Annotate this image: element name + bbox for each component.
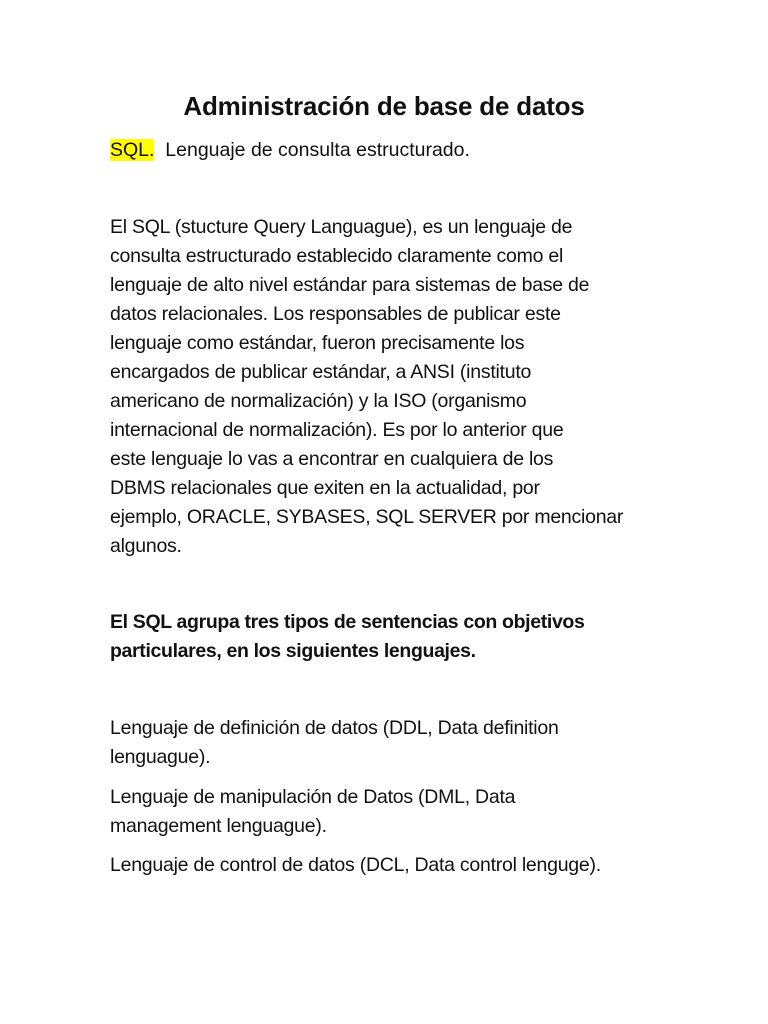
paragraph-line: Lenguaje de control de datos (DCL, Data control lenguge). <box>110 854 601 876</box>
paragraph-line: management lenguague). <box>110 815 327 837</box>
dml-item <box>110 783 670 841</box>
paragraph-line: este lenguaje lo vas a encontrar en cualquiera de los <box>110 448 554 470</box>
paragraph-line: algunos. <box>110 535 182 557</box>
dcl-item <box>110 851 670 880</box>
paragraph-line: Lenguaje de definición de datos (DDL, Data definition <box>110 717 559 739</box>
paragraph-line: datos relacionales. Los responsables de publicar este <box>110 303 561 325</box>
paragraph-line: lenguaje de alto nivel estándar para sistemas de base de <box>110 274 590 296</box>
paragraph-line: encargados de publicar estándar, a ANSI (instituto <box>110 361 532 383</box>
ddl-item <box>110 714 670 772</box>
sql-definition-text: Lenguaje de consulta estructurado. <box>165 139 470 161</box>
sql-types-intro-paragraph <box>110 608 670 666</box>
paragraph-line: internacional de normalización). Es por lo anterior que <box>110 419 564 441</box>
paragraph-line: ejemplo, ORACLE, SYBASES, SQL SERVER por mencionar <box>110 506 624 528</box>
sql-definition-line <box>110 136 470 165</box>
sql-highlighted-label: SQL. <box>110 139 155 161</box>
paragraph-line: consulta estructurado establecido claramente como el <box>110 245 564 267</box>
paragraph-line: El SQL agrupa tres tipos de sentencias con objetivos <box>110 611 585 633</box>
paragraph-line: americano de normalización) y la ISO (organismo <box>110 390 527 412</box>
paragraph-line: lenguague). <box>110 746 211 768</box>
paragraph-line: Lenguaje de manipulación de Datos (DML, Data <box>110 786 516 808</box>
paragraph-line: El SQL (stucture Query Languague), es un lenguaje de <box>110 216 573 238</box>
paragraph-line: lenguaje como estándar, fueron precisamente los <box>110 332 525 354</box>
paragraph-line: particulares, en los siguientes lenguajes. <box>110 640 476 662</box>
paragraph-line: DBMS relacionales que exiten en la actualidad, por <box>110 477 540 499</box>
document-title: Administración de base de datos <box>183 91 585 121</box>
sql-description-paragraph <box>110 213 670 561</box>
